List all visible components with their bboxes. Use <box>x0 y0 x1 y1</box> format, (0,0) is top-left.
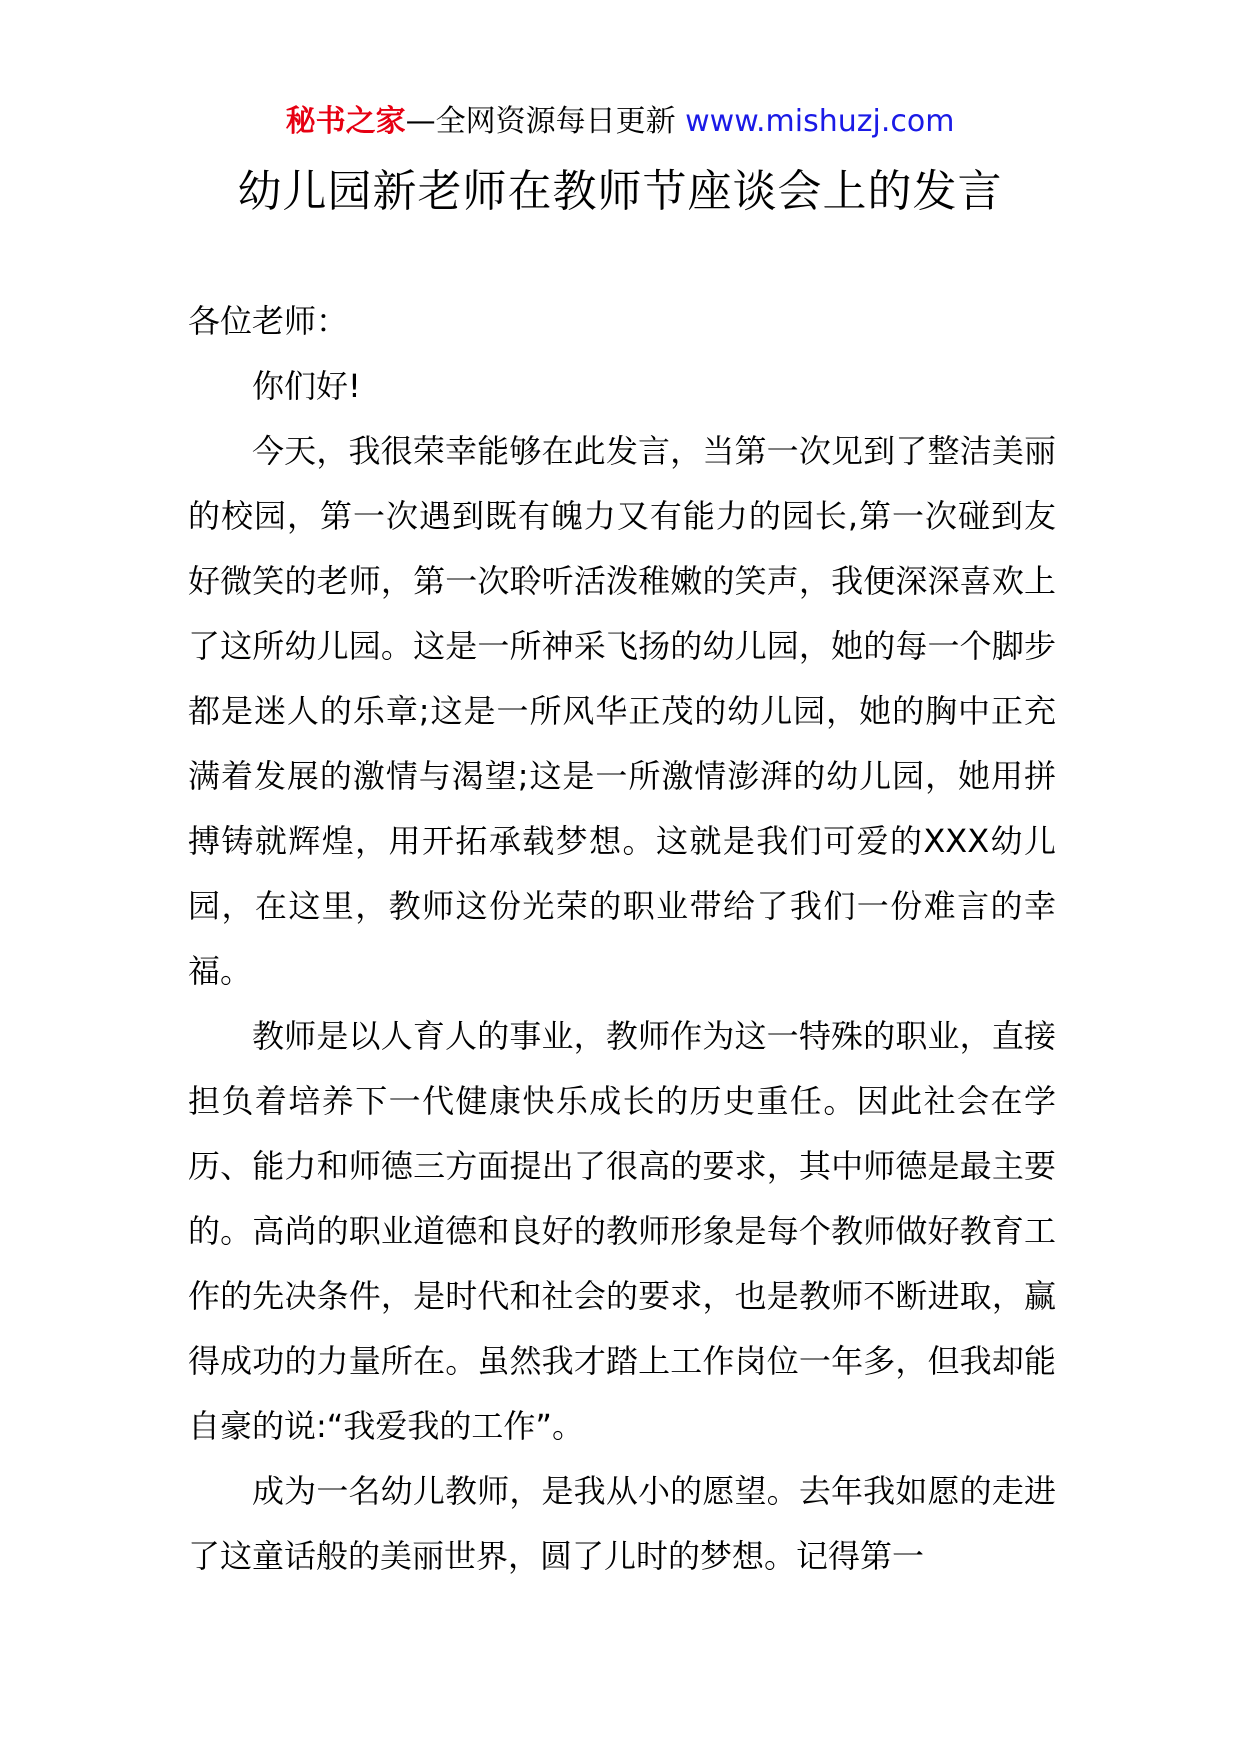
site-url[interactable]: www.mishuzj.com <box>685 104 955 139</box>
brand-name: 秘书之家 <box>285 104 406 139</box>
header-slogan: —全网资源每日更新 <box>405 104 676 139</box>
paragraph-3: 成为一名幼儿教师，是我从小的愿望。去年我如愿的走进了这童话般的美丽世界，圆了儿时的梦想。记得第一 <box>188 1472 1056 1575</box>
site-header <box>0 102 1240 142</box>
salutation: 各位老师： <box>188 302 349 340</box>
paragraph-1: 今天，我很荣幸能够在此发言，当第一次见到了整洁美丽的校园，第一次遇到既有魄力又有能力的园长,第一次碰到友好微笑的老师，第一次聆听活泼稚嫩的笑声，我便深深喜欢上了这所幼儿园。这是一所神采飞扬的幼儿园，她的每一个脚步都是迷人的乐章;这是一所风华正茂的幼儿园，她的胸中正充满着发展的激情与渴望;这是一所激情澎湃的幼儿园，她用拼搏铸就辉煌，用开拓承载梦想。这就是我们可爱的XXX幼儿园，在这里，教师这份光荣的职业带给了我们一份难言的幸福。 <box>188 432 1056 990</box>
paragraph-2: 教师是以人育人的事业，教师作为这一特殊的职业，直接担负着培养下一代健康快乐成长的历史重任。因此社会在学历、能力和师德三方面提出了很高的要求，其中师德是最主要的。高尚的职业道德和良好的教师形象是每个教师做好教育工作的先决条件，是时代和社会的要求，也是教师不断进取，赢得成功的力量所在。虽然我才踏上工作岗位一年多，但我却能自豪的说:“我爱我的工作”。 <box>188 1017 1056 1445</box>
document-body <box>188 289 1056 1589</box>
document-title: 幼儿园新老师在教师节座谈会上的发言 <box>237 166 1003 217</box>
paragraph-greeting: 你们好! <box>252 367 361 405</box>
